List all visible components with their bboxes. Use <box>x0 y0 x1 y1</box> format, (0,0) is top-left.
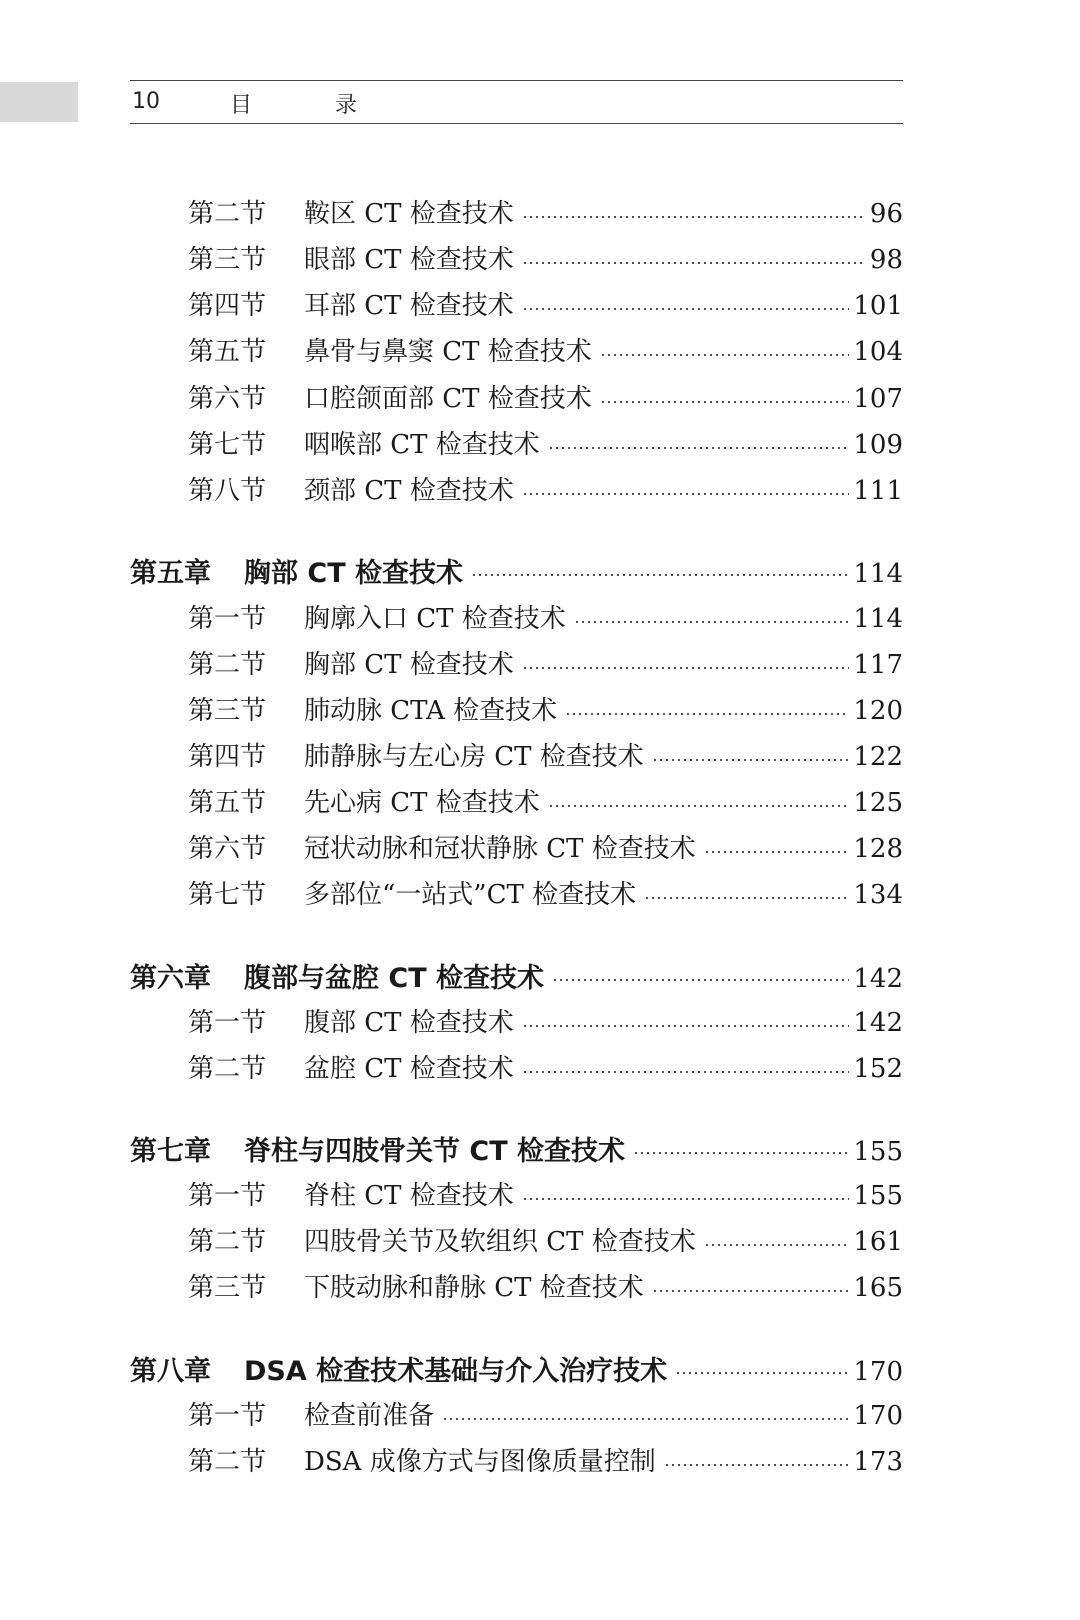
entry-page-number: 114 <box>853 604 903 634</box>
toc-chapter-entry[interactable] <box>130 551 903 591</box>
entry-label: 第五节 <box>188 788 267 818</box>
entry-page-number: 122 <box>853 742 903 772</box>
entry-title: 检查前准备 <box>304 1401 435 1431</box>
entry-label: 第六节 <box>188 384 267 414</box>
entry-label: 第一节 <box>188 604 267 634</box>
dot-leader <box>633 1152 849 1154</box>
header-title: 目 录 <box>230 93 395 118</box>
entry-page-number: 120 <box>853 696 903 726</box>
toc-chapter-entry[interactable] <box>130 956 903 996</box>
toc-section-entry[interactable] <box>188 378 903 418</box>
dot-leader <box>471 574 849 576</box>
entry-title: DSA 检查技术基础与介入治疗技术 <box>244 1356 668 1387</box>
entry-label: 第五章 <box>130 558 211 589</box>
entry-title: 肺动脉 CTA 检查技术 <box>304 696 558 726</box>
entry-label: 第八章 <box>130 1356 211 1387</box>
dot-leader <box>522 1071 850 1073</box>
entry-label: 第四节 <box>188 291 267 321</box>
entry-label: 第二节 <box>188 1227 267 1257</box>
dot-leader <box>522 667 850 669</box>
toc-section-entry[interactable] <box>188 828 903 868</box>
entry-title: 胸廓入口 CT 检查技术 <box>304 604 566 634</box>
toc-chapter-entry[interactable] <box>130 1349 903 1389</box>
entry-page-number: 125 <box>853 788 903 818</box>
entry-page-number: 104 <box>853 337 903 367</box>
dot-leader <box>652 759 850 761</box>
toc-section-entry[interactable] <box>188 1002 903 1042</box>
entry-page-number: 107 <box>853 384 903 414</box>
dot-leader <box>574 621 850 623</box>
entry-page-number: 165 <box>853 1273 903 1303</box>
toc-section-entry[interactable] <box>188 1267 903 1307</box>
entry-title: 咽喉部 CT 检查技术 <box>304 430 540 460</box>
toc-section-entry[interactable] <box>188 874 903 914</box>
entry-page-number: 96 <box>869 199 903 229</box>
entry-title: 多部位“一站式”CT 检查技术 <box>304 880 637 910</box>
dot-leader <box>600 354 850 356</box>
entry-title: 肺静脉与左心房 CT 检查技术 <box>304 742 644 772</box>
entry-title: 鼻骨与鼻窦 CT 检查技术 <box>304 337 592 367</box>
toc-section-entry[interactable] <box>188 1048 903 1088</box>
dot-leader <box>552 979 849 981</box>
dot-leader <box>704 851 850 853</box>
entry-page-number: 161 <box>853 1227 903 1257</box>
entry-title: 眼部 CT 检查技术 <box>304 245 514 275</box>
toc-section-entry[interactable] <box>188 598 903 638</box>
entry-title: 四肢骨关节及软组织 CT 检查技术 <box>304 1227 696 1257</box>
entry-title: 胸部 CT 检查技术 <box>244 558 464 589</box>
dot-leader <box>548 805 850 807</box>
entry-page-number: 142 <box>853 1008 903 1038</box>
dot-leader <box>522 1025 850 1027</box>
entry-label: 第二节 <box>188 1447 267 1477</box>
entry-label: 第一节 <box>188 1401 267 1431</box>
entry-page-number: 128 <box>853 834 903 864</box>
entry-page-number: 152 <box>853 1054 903 1084</box>
dot-leader <box>652 1290 850 1292</box>
entry-label: 第二节 <box>188 1054 267 1084</box>
dot-leader <box>442 1418 849 1420</box>
page-number: 10 <box>132 89 160 114</box>
entry-title: 先心病 CT 检查技术 <box>304 788 540 818</box>
entry-label: 第七节 <box>188 430 267 460</box>
toc-section-entry[interactable] <box>188 782 903 822</box>
entry-label: 第三节 <box>188 696 267 726</box>
entry-label: 第二节 <box>188 199 267 229</box>
dot-leader <box>522 262 866 264</box>
entry-title: 鞍区 CT 检查技术 <box>304 199 514 229</box>
entry-page-number: 173 <box>853 1447 903 1477</box>
entry-title: 腹部与盆腔 CT 检查技术 <box>244 963 545 994</box>
entry-page-number: 114 <box>853 559 903 589</box>
toc-section-entry[interactable] <box>188 644 903 684</box>
dot-leader <box>522 216 866 218</box>
dot-leader <box>522 1198 850 1200</box>
entry-page-number: 170 <box>853 1401 903 1431</box>
entry-label: 第三节 <box>188 1273 267 1303</box>
toc-section-entry[interactable] <box>188 1395 903 1435</box>
page-edge-tab <box>0 82 78 122</box>
entry-page-number: 142 <box>853 964 903 994</box>
toc-section-entry[interactable] <box>188 285 903 325</box>
toc-section-entry[interactable] <box>188 470 903 510</box>
entry-page-number: 111 <box>853 476 903 506</box>
dot-leader <box>565 713 849 715</box>
entry-title: 脊柱与四肢骨关节 CT 检查技术 <box>244 1136 626 1167</box>
dot-leader <box>522 493 850 495</box>
entry-title: 下肢动脉和静脉 CT 检查技术 <box>304 1273 644 1303</box>
toc-section-entry[interactable] <box>188 193 903 233</box>
toc-chapter-entry[interactable] <box>130 1129 903 1169</box>
toc-section-entry[interactable] <box>188 331 903 371</box>
entry-title: DSA 成像方式与图像质量控制 <box>304 1447 656 1477</box>
entry-label: 第七章 <box>130 1136 211 1167</box>
running-header <box>130 80 903 124</box>
entry-title: 颈部 CT 检查技术 <box>304 476 514 506</box>
dot-leader <box>548 447 850 449</box>
entry-label: 第六章 <box>130 963 211 994</box>
dot-leader <box>664 1464 850 1466</box>
toc-section-entry[interactable] <box>188 424 903 464</box>
entry-page-number: 170 <box>853 1357 903 1387</box>
toc-section-entry[interactable] <box>188 1221 903 1261</box>
entry-page-number: 117 <box>853 650 903 680</box>
entry-label: 第五节 <box>188 337 267 367</box>
toc-section-entry[interactable] <box>188 1175 903 1215</box>
entry-page-number: 98 <box>869 245 903 275</box>
entry-page-number: 155 <box>853 1181 903 1211</box>
entry-title: 耳部 CT 检查技术 <box>304 291 514 321</box>
entry-page-number: 134 <box>853 880 903 910</box>
dot-leader <box>522 308 850 310</box>
toc-section-entry[interactable] <box>188 736 903 776</box>
entry-page-number: 101 <box>853 291 903 321</box>
entry-page-number: 155 <box>853 1137 903 1167</box>
entry-title: 脊柱 CT 检查技术 <box>304 1181 514 1211</box>
entry-label: 第四节 <box>188 742 267 772</box>
entry-label: 第八节 <box>188 476 267 506</box>
toc-section-entry[interactable] <box>188 239 903 279</box>
entry-title: 冠状动脉和冠状静脉 CT 检查技术 <box>304 834 696 864</box>
entry-label: 第一节 <box>188 1181 267 1211</box>
dot-leader <box>704 1244 850 1246</box>
entry-title: 口腔颌面部 CT 检查技术 <box>304 384 592 414</box>
toc-section-entry[interactable] <box>188 1441 903 1481</box>
entry-page-number: 109 <box>853 430 903 460</box>
entry-label: 第六节 <box>188 834 267 864</box>
entry-title: 胸部 CT 检查技术 <box>304 650 514 680</box>
entry-title: 腹部 CT 检查技术 <box>304 1008 514 1038</box>
entry-label: 第二节 <box>188 650 267 680</box>
dot-leader <box>600 401 850 403</box>
toc-section-entry[interactable] <box>188 690 903 730</box>
entry-label: 第一节 <box>188 1008 267 1038</box>
entry-label: 第七节 <box>188 880 267 910</box>
dot-leader <box>675 1372 849 1374</box>
entry-title: 盆腔 CT 检查技术 <box>304 1054 514 1084</box>
dot-leader <box>644 897 849 899</box>
entry-label: 第三节 <box>188 245 267 275</box>
